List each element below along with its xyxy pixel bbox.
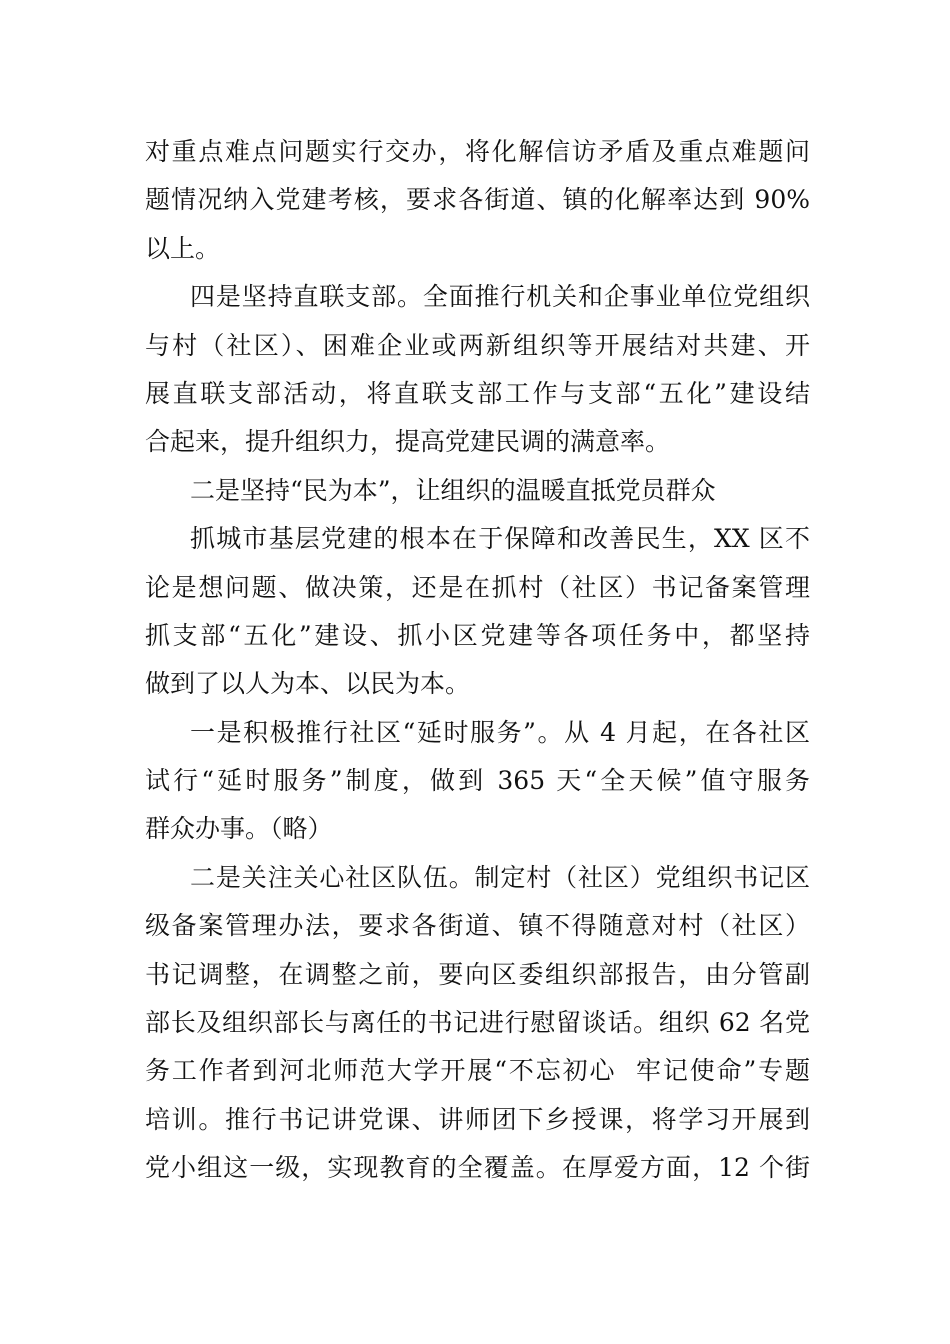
text-line: 试行“延时服务”制度，做到 365 天“全天候”值守服务: [145, 766, 810, 796]
text-line: 培训。推行书记讲党课、讲师团下乡授课，将学习开展到: [145, 1104, 810, 1134]
paragraph-1: [145, 128, 810, 273]
paragraph-5: [145, 854, 810, 1193]
text-line: 对重点难点问题实行交办，将化解信访矛盾及重点难题问: [145, 137, 810, 166]
text-line: 一是积极推行社区“延时服务”。从 4 月起，在各社区: [190, 717, 810, 747]
text-line: 合起来，提升组织力，提高党建民调的满意率。: [145, 427, 671, 457]
text-line: 论是想问题、做决策，还是在抓村（社区）书记备案管理: [145, 572, 810, 602]
text-line: 党小组这一级，实现教育的全覆盖。在厚爱方面，12 个街: [145, 1153, 810, 1183]
paragraph-3: [145, 515, 810, 709]
text-line: 题情况纳入党建考核，要求各街道、镇的化解率达到 90%: [145, 185, 810, 215]
text-line: 务工作者到河北师范大学开展“不忘初心 牢记使命”专题: [145, 1056, 810, 1086]
document-page: [145, 128, 810, 1193]
text-line: 书记调整，在调整之前，要向区委组织部报告，由分管副: [145, 959, 810, 989]
section-heading: [145, 467, 810, 515]
text-line: 展直联支部活动，将直联支部工作与支部“五化”建设结: [145, 378, 810, 408]
text-line: 级备案管理办法，要求各街道、镇不得随意对村（社区）: [145, 911, 810, 941]
text-line: 抓支部“五化”建设、抓小区党建等各项任务中，都坚持: [145, 620, 810, 650]
text-line: 部长及组织部长与离任的书记进行慰留谈话。组织 62 名党: [145, 1008, 810, 1038]
text-line: 做到了以人为本、以民为本。: [145, 669, 471, 699]
text-line: 与村（社区）、困难企业或两新组织等开展结对共建、开: [145, 330, 810, 360]
paragraph-2: [145, 273, 810, 467]
text-line: 二是关注关心社区队伍。制定村（社区）党组织书记区: [190, 862, 810, 892]
text-line: 四是坚持直联支部。全面推行机关和企事业单位党组织: [190, 282, 810, 312]
text-line: 群众办事。（略）: [145, 814, 333, 844]
text-line: 以上。: [145, 233, 221, 263]
paragraph-4: [145, 709, 810, 854]
text-line: 抓城市基层党建的根本在于保障和改善民生，XX 区不: [190, 524, 810, 554]
heading-line: 二是坚持“民为本”，让组织的温暖直抵党员群众: [190, 475, 716, 505]
